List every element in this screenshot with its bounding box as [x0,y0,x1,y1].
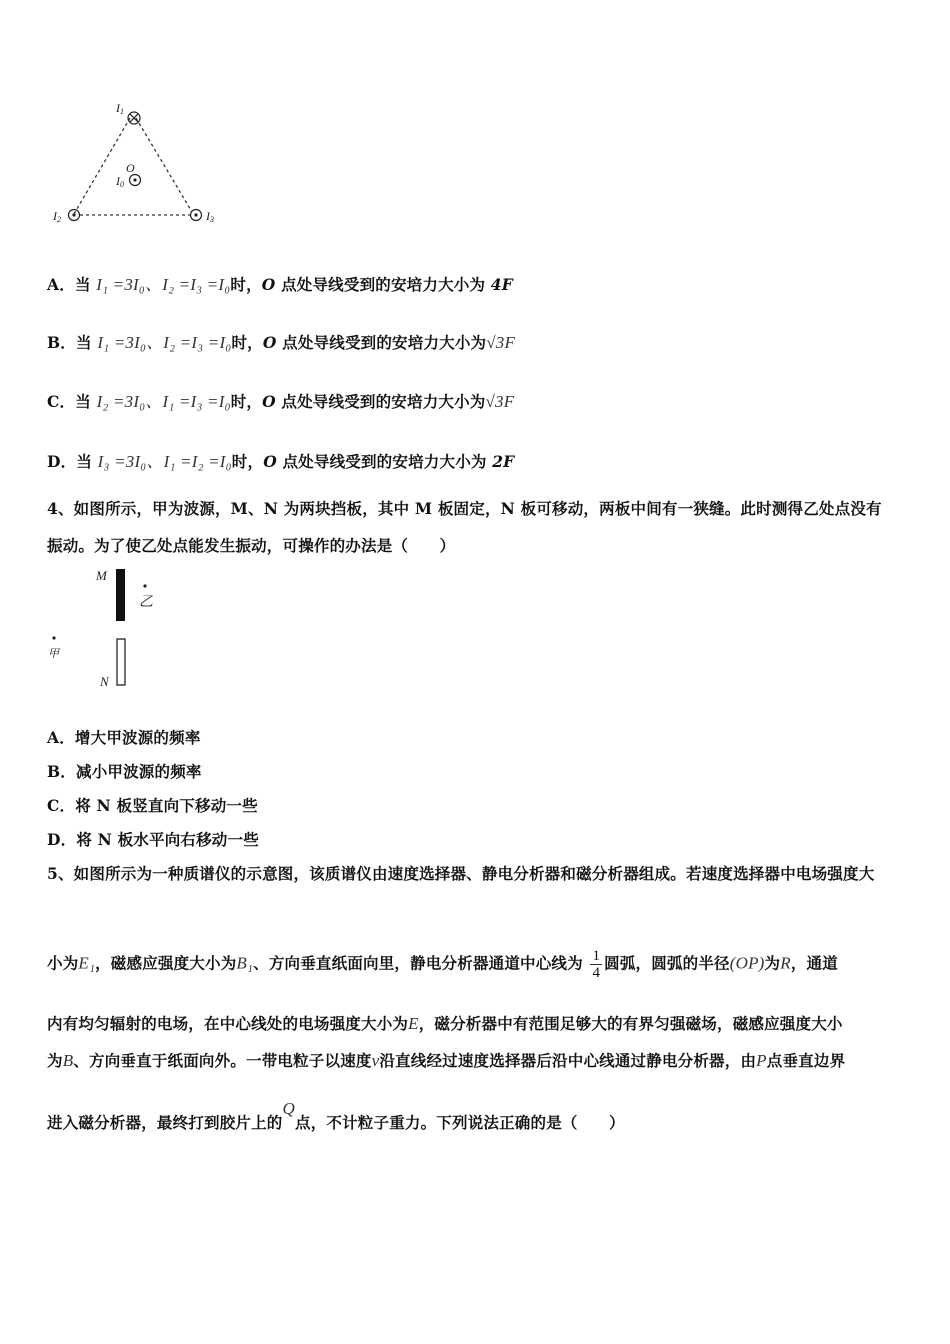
triangle-side-right [136,118,192,212]
label-i2: I2 [53,209,61,224]
q4-stem-line1: 4、如图所示，甲为波源，M、N 为两块挡板，其中 M 板固定，N 板可移动，两板中间有一狭缝。此时测得乙处点没有 [47,499,882,518]
label-n: N [100,674,109,689]
q4-option-b[interactable]: B．减小甲波源的频率 [47,762,202,781]
current-out-of-page-icon [130,175,141,186]
current-out-of-page-icon [191,210,202,221]
q5-stem-line4: 为B、方向垂直于纸面向外。一带电粒子以速度v沿直线经过速度选择器后沿中心线通过静电分析器，由P点垂直边界 [47,1051,846,1070]
label-m: M [96,568,107,583]
q4-option-a[interactable]: A．增大甲波源的频率 [47,728,201,747]
q5-stem-line5: 进入磁分析器，最终打到胶片上的Q点，不计粒子重力。下列说法正确的是（ ） [47,1099,625,1132]
q3-option-b[interactable]: B．当 I₁ =3I₀、I₂ =I₃ =I₀时，O 点处导线受到的安培力大小为√3F [47,333,516,352]
q5-stem-line3: 内有均匀辐射的电场，在中心线处的电场强度大小为E，磁分析器中有范围足够大的有界匀强磁场，磁感应强度大小 [47,1014,843,1033]
label-i3: I3 [206,209,214,224]
q3-option-c[interactable]: C．当 I₂ =3I₀、I₁ =I₃ =I₀时，O 点处导线受到的安培力大小为√3F [47,392,515,411]
barrier-m [116,569,125,621]
label-i0: I0 [116,174,124,189]
label-jia: 甲 [48,648,59,660]
q5-stem-line1: 5、如图所示为一种质谱仪的示意图，该质谱仪由速度选择器、静电分析器和磁分析器组成。若速度选择器中电场强度大 [47,864,875,883]
barrier-n [117,639,125,685]
current-out-of-page-icon [69,210,80,221]
q4-option-c[interactable]: C．将 N 板竖直向下移动一些 [47,796,258,815]
q3-option-d[interactable]: D．当 I₃ =3I₀、I₁ =I₂ =I₀时，O 点处导线受到的安培力大小为 2F [47,452,515,471]
quarter-fraction: $\frac{1}{4}$ [592,948,601,981]
source-jia-dot [52,636,55,639]
label-i1: I1 [116,101,124,116]
q4-stem-line2: 振动。为了使乙处点能发生振动，可操作的办法是（ ） [47,536,456,555]
triangle-side-left [74,118,130,214]
q5-stem-line2: 小为E₁，磁感应强度大小为B₁、方向垂直纸面向里，静电分析器通道中心线为 $\frac{1}{4}$ 圆弧，圆弧的半径(OP)为R，通道 [47,948,838,981]
label-o: O [126,161,135,175]
q3-option-a[interactable]: A．当 I₁ =3I₀、I₂ =I₃ =I₀时，O 点处导线受到的安培力大小为 4F [47,275,513,294]
q4-option-d[interactable]: D．将 N 板水平向右移动一些 [47,830,259,849]
label-yi: 乙 [139,595,153,610]
triangle-current-figure [40,96,230,236]
wave-barrier-figure [44,563,174,693]
point-yi-dot [143,584,146,587]
